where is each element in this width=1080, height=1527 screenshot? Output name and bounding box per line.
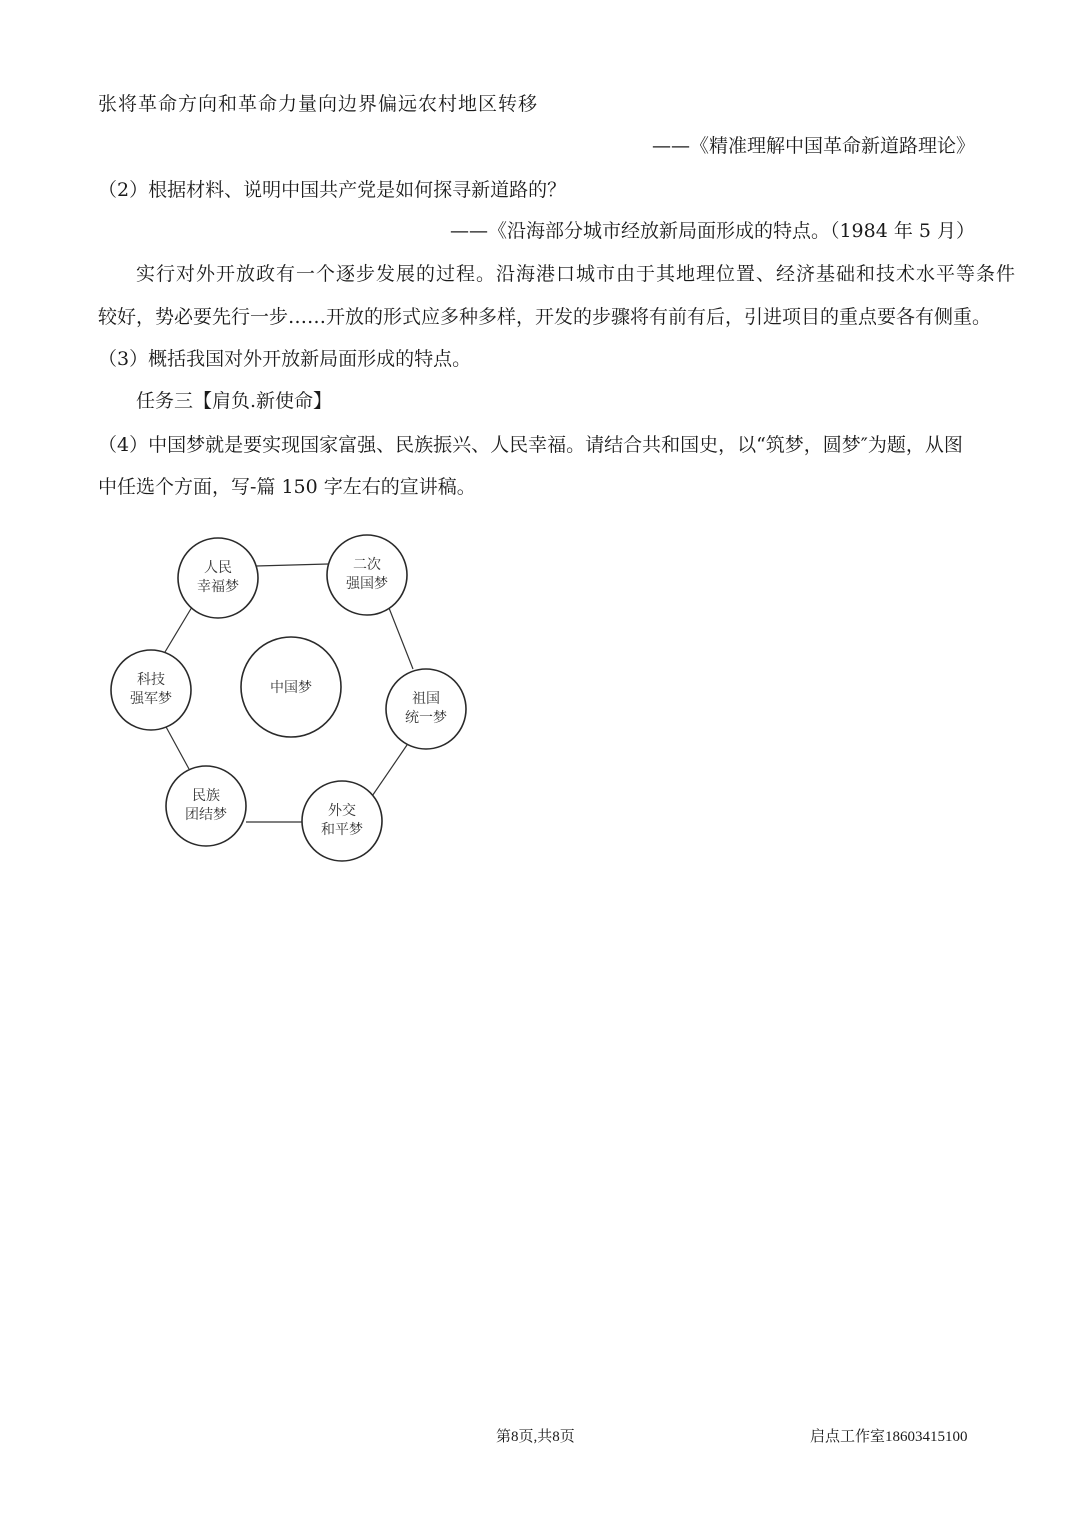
node-label: 祖国 [412, 691, 440, 707]
studio-credit: 启点工作室18603415100 [810, 1429, 968, 1445]
question-4-continued: 中任选个方面，写-篇 150 字左右的宣讲稿。 [98, 476, 476, 498]
connector-line [389, 608, 413, 669]
connector-line [162, 607, 192, 657]
material-line: 张将革命方向和革命力量向边界偏远农村地区转移 [98, 93, 539, 115]
material-source: ——《精准理解中国革命新道路理论》 [651, 135, 975, 157]
question-2: （2）根据材料、说明中国共产党是如何探寻新道路的？ [98, 179, 567, 201]
center-label: 中国梦 [270, 680, 312, 696]
material-source: ——《沿海部分城市经放新局面形成的特点。（1984 年 5 月） [449, 220, 975, 242]
node-label: 统一梦 [405, 710, 447, 726]
question-4: （4）中国梦就是要实现国家富强、民族振兴、人民幸福。请结合共和国史，以“筑梦，圆梦″为题，从图 [98, 434, 963, 456]
page-number: 第8页,共8页 [496, 1429, 575, 1445]
node-label: 幸福梦 [197, 579, 239, 595]
diagram-node [302, 781, 382, 861]
question-3: （3）概括我国对外开放新局面形成的特点。 [98, 348, 472, 370]
node-label: 和平梦 [321, 822, 363, 838]
diagram-node [111, 650, 191, 730]
connector-line [165, 725, 189, 769]
node-label: 强国梦 [346, 576, 388, 592]
node-label: 民族 [192, 788, 220, 804]
node-label: 人民 [204, 560, 232, 576]
diagram-node [327, 535, 407, 615]
material-paragraph-line: 实行对外开放政有一个逐步发展的过程。沿海港口城市由于其地理位置、经济基础和技术水平等条件 [136, 263, 1017, 285]
material-paragraph-line: 较好，势必要先行一步……开放的形式应多种多样，开发的步骤将有前有后，引进项目的重点要各有侧重。 [98, 306, 992, 328]
node-label: 科技 [137, 672, 165, 688]
diagram-node [166, 766, 246, 846]
diagram-node [178, 538, 258, 618]
task-heading: 任务三【肩负.新使命】 [136, 390, 333, 412]
node-label: 外交 [328, 803, 356, 819]
node-label: 强军梦 [130, 691, 172, 707]
node-label: 团结梦 [185, 807, 227, 823]
diagram-node [386, 669, 466, 749]
connector-line [256, 564, 328, 566]
node-label: 二次 [353, 557, 381, 573]
